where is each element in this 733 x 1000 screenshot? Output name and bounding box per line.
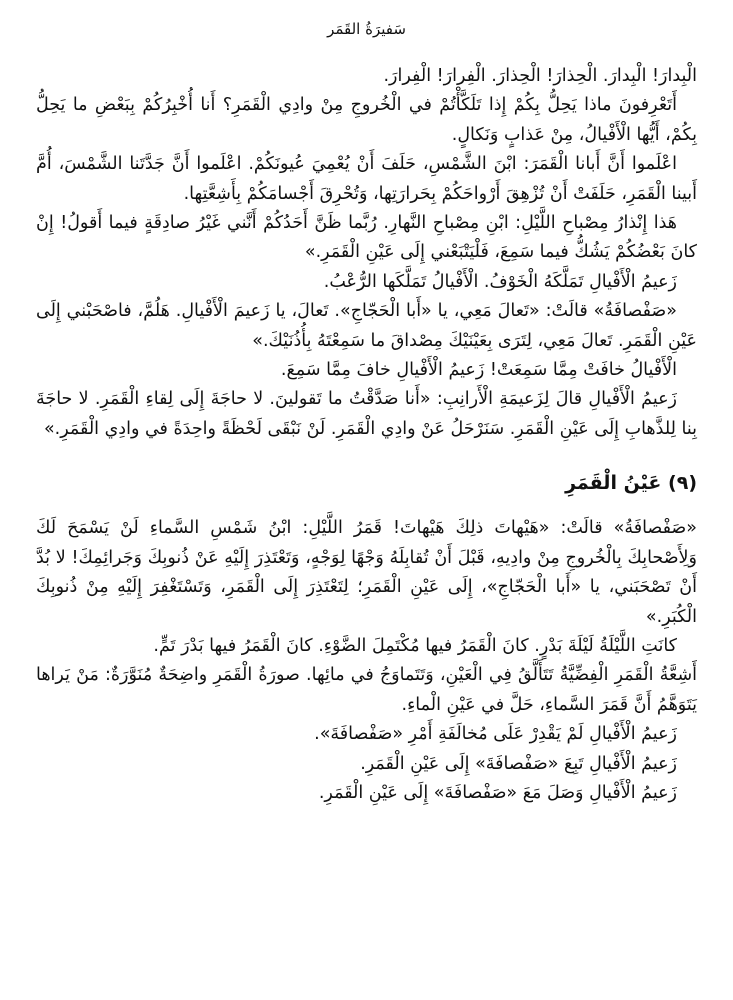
- paragraph-12: زَعيمُ الْأَفْيالِ لَمْ يَقْدِرْ عَلَى مُخالَفَةِ أَمْرِ «صَفْصافَةَ».: [314, 724, 677, 745]
- paragraph-7: الْأَفْيالُ خافَتْ مِمَّا سَمِعَتْ! زَعيمُ الْأَفْيالِ خافَ مِمَّا سَمِعَ.: [280, 360, 677, 381]
- running-head: سَفيرَةُ القَمَر: [327, 20, 406, 38]
- paragraph-13: زَعيمُ الْأَفْيالِ تَبِعَ «صَفْصافَةَ» إِلَى عَيْنِ الْقَمَرِ.: [360, 753, 677, 774]
- paragraph-1: الْبِدارَ! الْبِدارَ. الْحِذارَ! الْحِذارَ. الْفِرارَ! الْفِرارَ.: [383, 66, 697, 86]
- paragraph-5: زَعيمُ الْأَفْيالِ تَمَلَّكَهُ الْخَوْفُ. الْأَفْيالُ تَمَلَّكَها الرُّعْبُ.: [323, 271, 677, 292]
- section-heading: (٩) عَيْنُ الْقَمَرِ: [565, 472, 697, 495]
- paragraph-10: كانَتِ اللَّيْلَةُ لَيْلَةَ بَدْرٍ. كانَ الْقَمَرُ فيها مُكْتَمِلَ الضَّوْءِ. كانَ الْقَمَرُ فيها بَدْرَ تَمٍّ.: [153, 635, 677, 656]
- paragraph-11: أَشِعَّةُ الْقَمَرِ الْفِضِّيَّةُ تَتَأَلَّقُ فِي الْعَيْنِ، وَتَتَماوَجُ في مائِها. صورَةُ الْقَمَرِ واضِحَةٌ مُنَوَّرَةٌ: مَنْ يَراها يَتَوَهَّمُ أَنَّ قَمَرَ السَّماءِ، حَلَّ في عَيْنِ الْماءِ.: [36, 665, 697, 715]
- paragraph-14: زَعيمُ الْأَفْيالِ وَصَلَ مَعَ «صَفْصافَةَ» إِلَى عَيْنِ الْقَمَرِ.: [318, 782, 677, 803]
- paragraph-3: اعْلَموا أَنَّ أَبانا الْقَمَرَ: ابْنَ الشَّمْسِ، حَلَفَ أَنْ يُعْمِيَ عُيونَكُمْ. اعْلَموا أَنَّ جَدَّتَنا الشَّمْسَ، أُمَّ أَبينا الْقَمَرِ، حَلَفَتْ أَنْ تُزْهِقَ أَرْواحَكُمْ بِحَرارَتِها، وَتُحْرِقَ أَجْسامَكُمْ بِأَشِعَّتِها.: [36, 154, 697, 204]
- paragraph-4: هَذا إِنْذارُ مِصْباحِ اللَّيْلِ: ابْنِ مِصْباحِ النَّهارِ. رُبَّما ظَنَّ أَحَدُكُمْ أَنَّني غَيْرُ صادِقَةٍ فيما أَقولُ! إِنْ كانَ بَعْضُكُمْ يَشُكُّ فيما سَمِعَ، فَلْيَتْبَعْني إِلَى عَيْنِ الْقَمَرِ.»: [36, 213, 697, 263]
- paragraph-2: أَتَعْرِفونَ ماذا يَحِلُّ بِكُمْ إِذا تَلَكَّأْتُمْ في الْخُروجِ مِنْ وادِي الْقَمَرِ؟ أَنا أُخْبِرُكُمْ بِبَعْضِ ما يَحِلُّ بِكُمْ، أَيُّها الْأَفْيالُ، مِنْ عَذابٍ وَنَكالٍ.: [36, 95, 697, 145]
- paragraph-9: «صَفْصافَةُ» قالَتْ: «هَيْهاتَ ذلِكَ هَيْهاتَ! قَمَرُ اللَّيْلِ: ابْنُ شَمْسِ السَّماءِ لَنْ يَسْمَحَ لَكَ وَلِأَصْحابِكَ بِالْخُروجِ مِنْ وادِيهِ، قَبْلَ أَنْ تُقابِلَهُ وَجْهًا لِوَجْهٍ، وَتَعْتَذِرَ إِلَيْهِ عَنْ ذُنوبِكَ وَجَرائِمِكَ! لا بُدَّ أَنْ تَصْحَبَني، يا «أَبا الْحَجّاجِ»، إِلَى عَيْنِ الْقَمَرِ؛ لِتَعْتَذِرَ إِلَى الْقَمَرِ، وَتَسْتَغْفِرَ إِلَيْهِ مِنْ ذُنوبِكَ الْكُبَرِ.»: [36, 518, 697, 627]
- paragraph-8: زَعيمُ الْأَفْيالِ قالَ لِزَعيمَةِ الْأَرانِبِ: «أَنا صَدَّقْتُ ما تَقولينَ. لا حاجَةَ إِلَى لِقاءِ الْقَمَرِ. لا حاجَةَ بِنا لِلذَّهابِ إِلَى عَيْنِ الْقَمَرِ. سَنَرْحَلُ عَنْ وادِي الْقَمَرِ. لَنْ نَبْقَى لَحْظَةً واحِدَةً في وادِي الْقَمَرِ.»: [36, 389, 697, 439]
- paragraph-6: «صَفْصافَةُ» قالَتْ: «تَعالَ مَعِي، يا «أَبا الْحَجّاجِ». تَعالَ، يا زَعيمَ الْأَفْيالِ. هَلُمَّ، فاصْحَبْني إِلَى عَيْنِ الْقَمَرِ. تَعالَ مَعِي، لِتَرَى بِعَيْنَيْكَ مِصْداقَ ما سَمِعْتَهُ بِأُذُنَيْكَ.»: [36, 301, 697, 351]
